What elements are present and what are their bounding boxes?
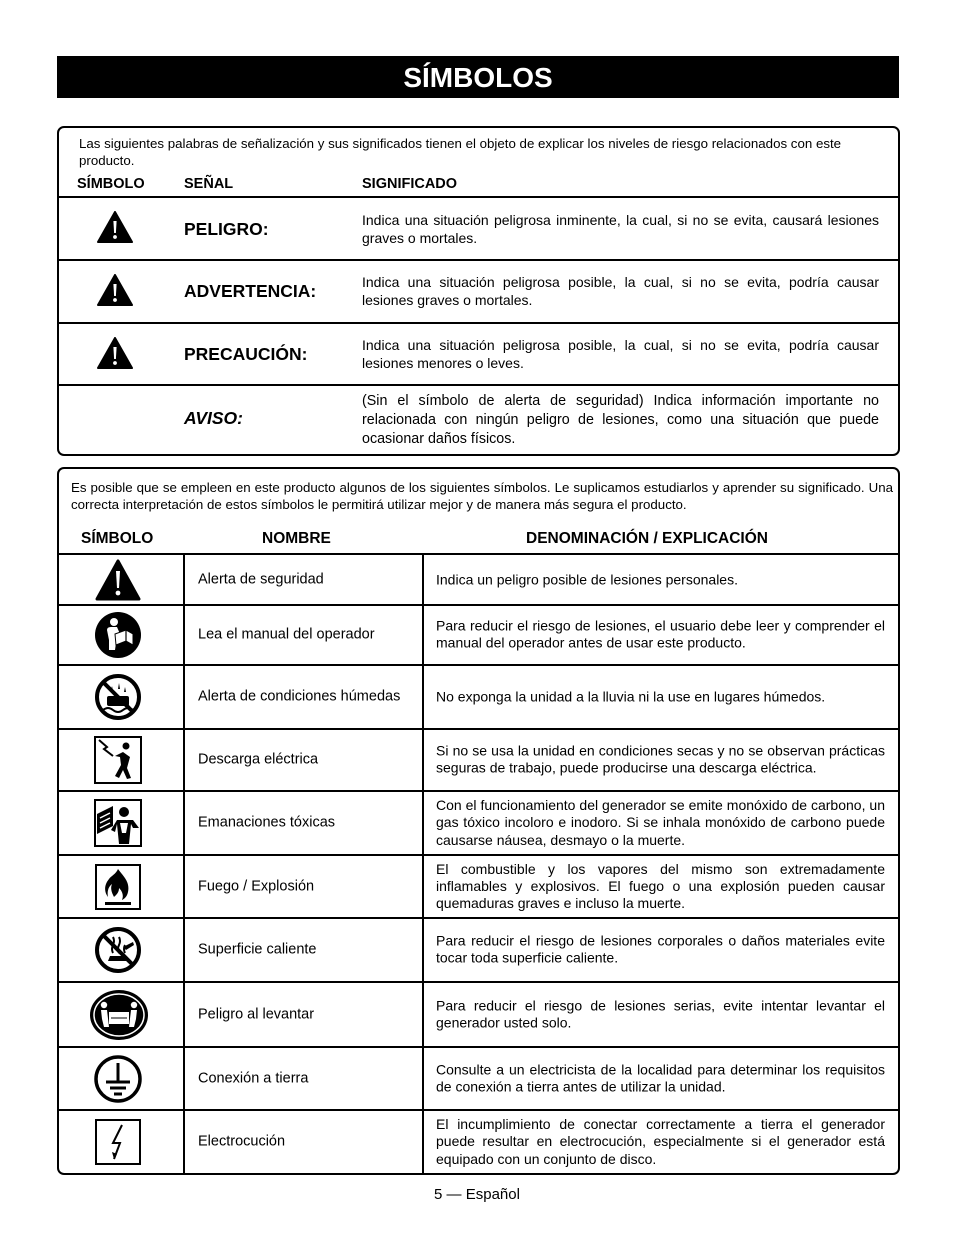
- symbol-explanation: No exponga la unidad a la lluvia ni la use en lugares húmedos.: [436, 688, 826, 705]
- symbols-intro: Es posible que se empleen en este producto algunos de los siguientes símbolos. Le suplicamos estudiarlos y aprender su significado. Una correcta interpretación de estos símbolos le permitirá utilizar mejor y de manera más segura el producto.: [71, 480, 893, 512]
- signal-words-box: [57, 126, 900, 456]
- symbol-name: Descarga eléctrica: [198, 751, 319, 768]
- signal-word: PELIGRO:: [184, 219, 269, 239]
- symbol-name: Alerta de condiciones húmedas: [198, 688, 401, 705]
- symbol-name: Superficie caliente: [198, 941, 317, 958]
- symbol-name: Emanaciones tóxicas: [198, 814, 336, 831]
- symbol-explanation: Para reducir el riesgo de lesiones, el usuario debe leer y comprender el manual del operador antes de usar este producto.: [436, 617, 885, 651]
- signal-words-intro: Las siguientes palabras de señalización y sus significados tienen el objeto de explicar los niveles de riesgo relacionados con este producto.: [79, 136, 842, 168]
- symbols-box: [57, 467, 900, 1175]
- signal-word: ADVERTENCIA:: [184, 281, 317, 301]
- header-name: NOMBRE: [262, 530, 331, 547]
- signal-meaning: (Sin el símbolo de alerta de seguridad) Indica información importante no relacionada con ningún peligro de lesiones, como una situación que puede ocasionar daños físicos.: [362, 393, 879, 447]
- header-signal: SEÑAL: [184, 176, 234, 192]
- symbol-name: Alerta de seguridad: [198, 571, 324, 587]
- symbol-row-toxic-fumes: [59, 792, 898, 854]
- fire-explosion-icon: [93, 862, 143, 912]
- symbol-name: Peligro al levantar: [198, 1006, 315, 1022]
- read-manual-icon: [93, 610, 143, 660]
- symbol-name: Conexión a tierra: [198, 1070, 309, 1086]
- header-symbol: SÍMBOLO: [77, 176, 145, 192]
- header-explanation: DENOMINACIÓN / EXPLICACIÓN: [526, 530, 768, 547]
- symbol-row-electric-shock: [59, 730, 898, 790]
- page-footer: 5 — Español: [434, 1186, 520, 1203]
- symbol-explanation: El combustible y los vapores del mismo son extremadamente inflamables y explosivos. El fuego o una explosión pueden causar quemaduras graves e incluso la muerte.: [436, 860, 885, 912]
- lifting-hazard-icon: [89, 989, 149, 1041]
- signal-row-peligro: [59, 198, 898, 260]
- symbol-explanation: Con el funcionamiento del generador se emite monóxido de carbono, un gas tóxico incoloro e inodoro. Si se inhala monóxido de carbono puede causarse náusea, desmayo o la muerte.: [436, 797, 885, 848]
- signal-meaning: Indica una situación peligrosa posible, la cual, si no se evita, podría causar lesiones graves o mortales.: [362, 274, 879, 308]
- symbol-row-read-manual: [59, 606, 898, 664]
- symbol-row-safety-alert: [59, 555, 898, 604]
- electric-shock-icon: [93, 735, 143, 785]
- symbol-explanation: Consulte a un electricista de la localidad para determinar los requisitos de conexión a tierra antes de utilizar la unidad.: [436, 1061, 885, 1095]
- signal-word: PRECAUCIÓN:: [184, 344, 308, 364]
- symbol-row-electrocution: [59, 1111, 898, 1173]
- symbol-row-fire-explosion: [59, 856, 898, 917]
- symbol-name: Electrocución: [198, 1133, 286, 1150]
- symbol-name: Lea el manual del operador: [198, 626, 375, 643]
- warning-triangle-icon: [97, 337, 133, 369]
- toxic-fumes-icon: [93, 798, 143, 848]
- symbol-explanation: Para reducir el riesgo de lesiones serias, evite intentar levantar el generador usted solo.: [436, 997, 885, 1031]
- safety-alert-icon: [93, 555, 143, 605]
- header-meaning: SIGNIFICADO: [362, 176, 458, 192]
- symbol-explanation: El incumplimiento de conectar correctamente a tierra el generador puede resultar en electrocución, especialmente si el generador está equipado con un conjunto de disco.: [436, 1116, 885, 1167]
- signal-row-precaucion: [59, 324, 898, 386]
- ground-connection-icon: [93, 1054, 143, 1104]
- electrocution-icon: [93, 1117, 143, 1167]
- signal-meaning: Indica una situación peligrosa posible, la cual, si no se evita, podría causar lesiones menores o leves.: [362, 337, 879, 371]
- symbol-row-hot-surface: [59, 919, 898, 981]
- symbol-explanation: Si no se usa la unidad en condiciones secas y no se observan prácticas seguras de trabajo, puede producirse una descarga eléctrica.: [436, 742, 885, 776]
- symbol-row-ground-connection: [59, 1048, 898, 1109]
- symbol-row-wet-conditions: [59, 666, 898, 728]
- hot-surface-icon: [93, 925, 143, 975]
- warning-triangle-icon: [97, 211, 133, 243]
- signal-word: AVISO:: [184, 408, 243, 428]
- symbol-name: Fuego / Explosión: [198, 878, 315, 894]
- symbol-explanation: Indica un peligro posible de lesiones personales.: [436, 570, 738, 587]
- symbol-explanation: Para reducir el riesgo de lesiones corporales o daños materiales evite tocar toda superficie caliente.: [436, 932, 885, 966]
- wet-conditions-icon: [93, 672, 143, 722]
- symbol-row-lifting-hazard: [59, 983, 898, 1046]
- signal-row-aviso: [59, 386, 898, 452]
- header-symbol: SÍMBOLO: [81, 530, 154, 547]
- signal-meaning: Indica una situación peligrosa inminente, la cual, si no se evita, causará lesiones graves o mortales.: [362, 212, 879, 246]
- warning-triangle-icon: [97, 274, 133, 306]
- signal-row-advertencia: [59, 261, 898, 323]
- page-title: SÍMBOLOS: [57, 56, 899, 98]
